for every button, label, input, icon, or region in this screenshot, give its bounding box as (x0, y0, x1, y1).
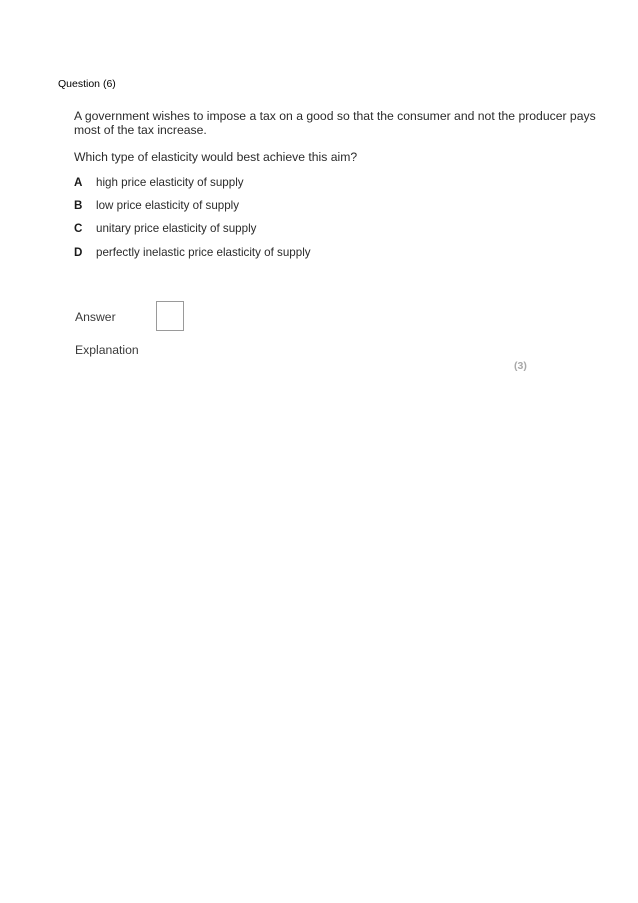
question-stem: A government wishes to impose a tax on a good so that the consumer and not the producer pays most of the tax increase. (74, 109, 596, 137)
option-text: high price elasticity of supply (96, 176, 244, 189)
option-d (74, 246, 311, 269)
question-heading: Question (6) (58, 78, 116, 90)
marks-label: (3) (514, 360, 527, 372)
option-text: low price elasticity of supply (96, 199, 240, 213)
option-c (74, 222, 311, 245)
question-prompt: Which type of elasticity would best achieve this aim? (74, 150, 358, 164)
option-text: unitary price elasticity of supply (96, 222, 257, 236)
option-text: perfectly inelastic price elasticity of supply (96, 245, 311, 259)
option-letter: D (74, 245, 83, 259)
option-a (74, 176, 311, 199)
explanation-label: Explanation (75, 343, 139, 357)
answer-options (74, 176, 311, 269)
option-b (74, 199, 311, 222)
option-letter: A (74, 176, 83, 189)
option-letter: B (74, 199, 83, 213)
option-letter: C (74, 222, 83, 236)
answer-box[interactable] (156, 301, 184, 331)
answer-label: Answer (75, 310, 116, 324)
